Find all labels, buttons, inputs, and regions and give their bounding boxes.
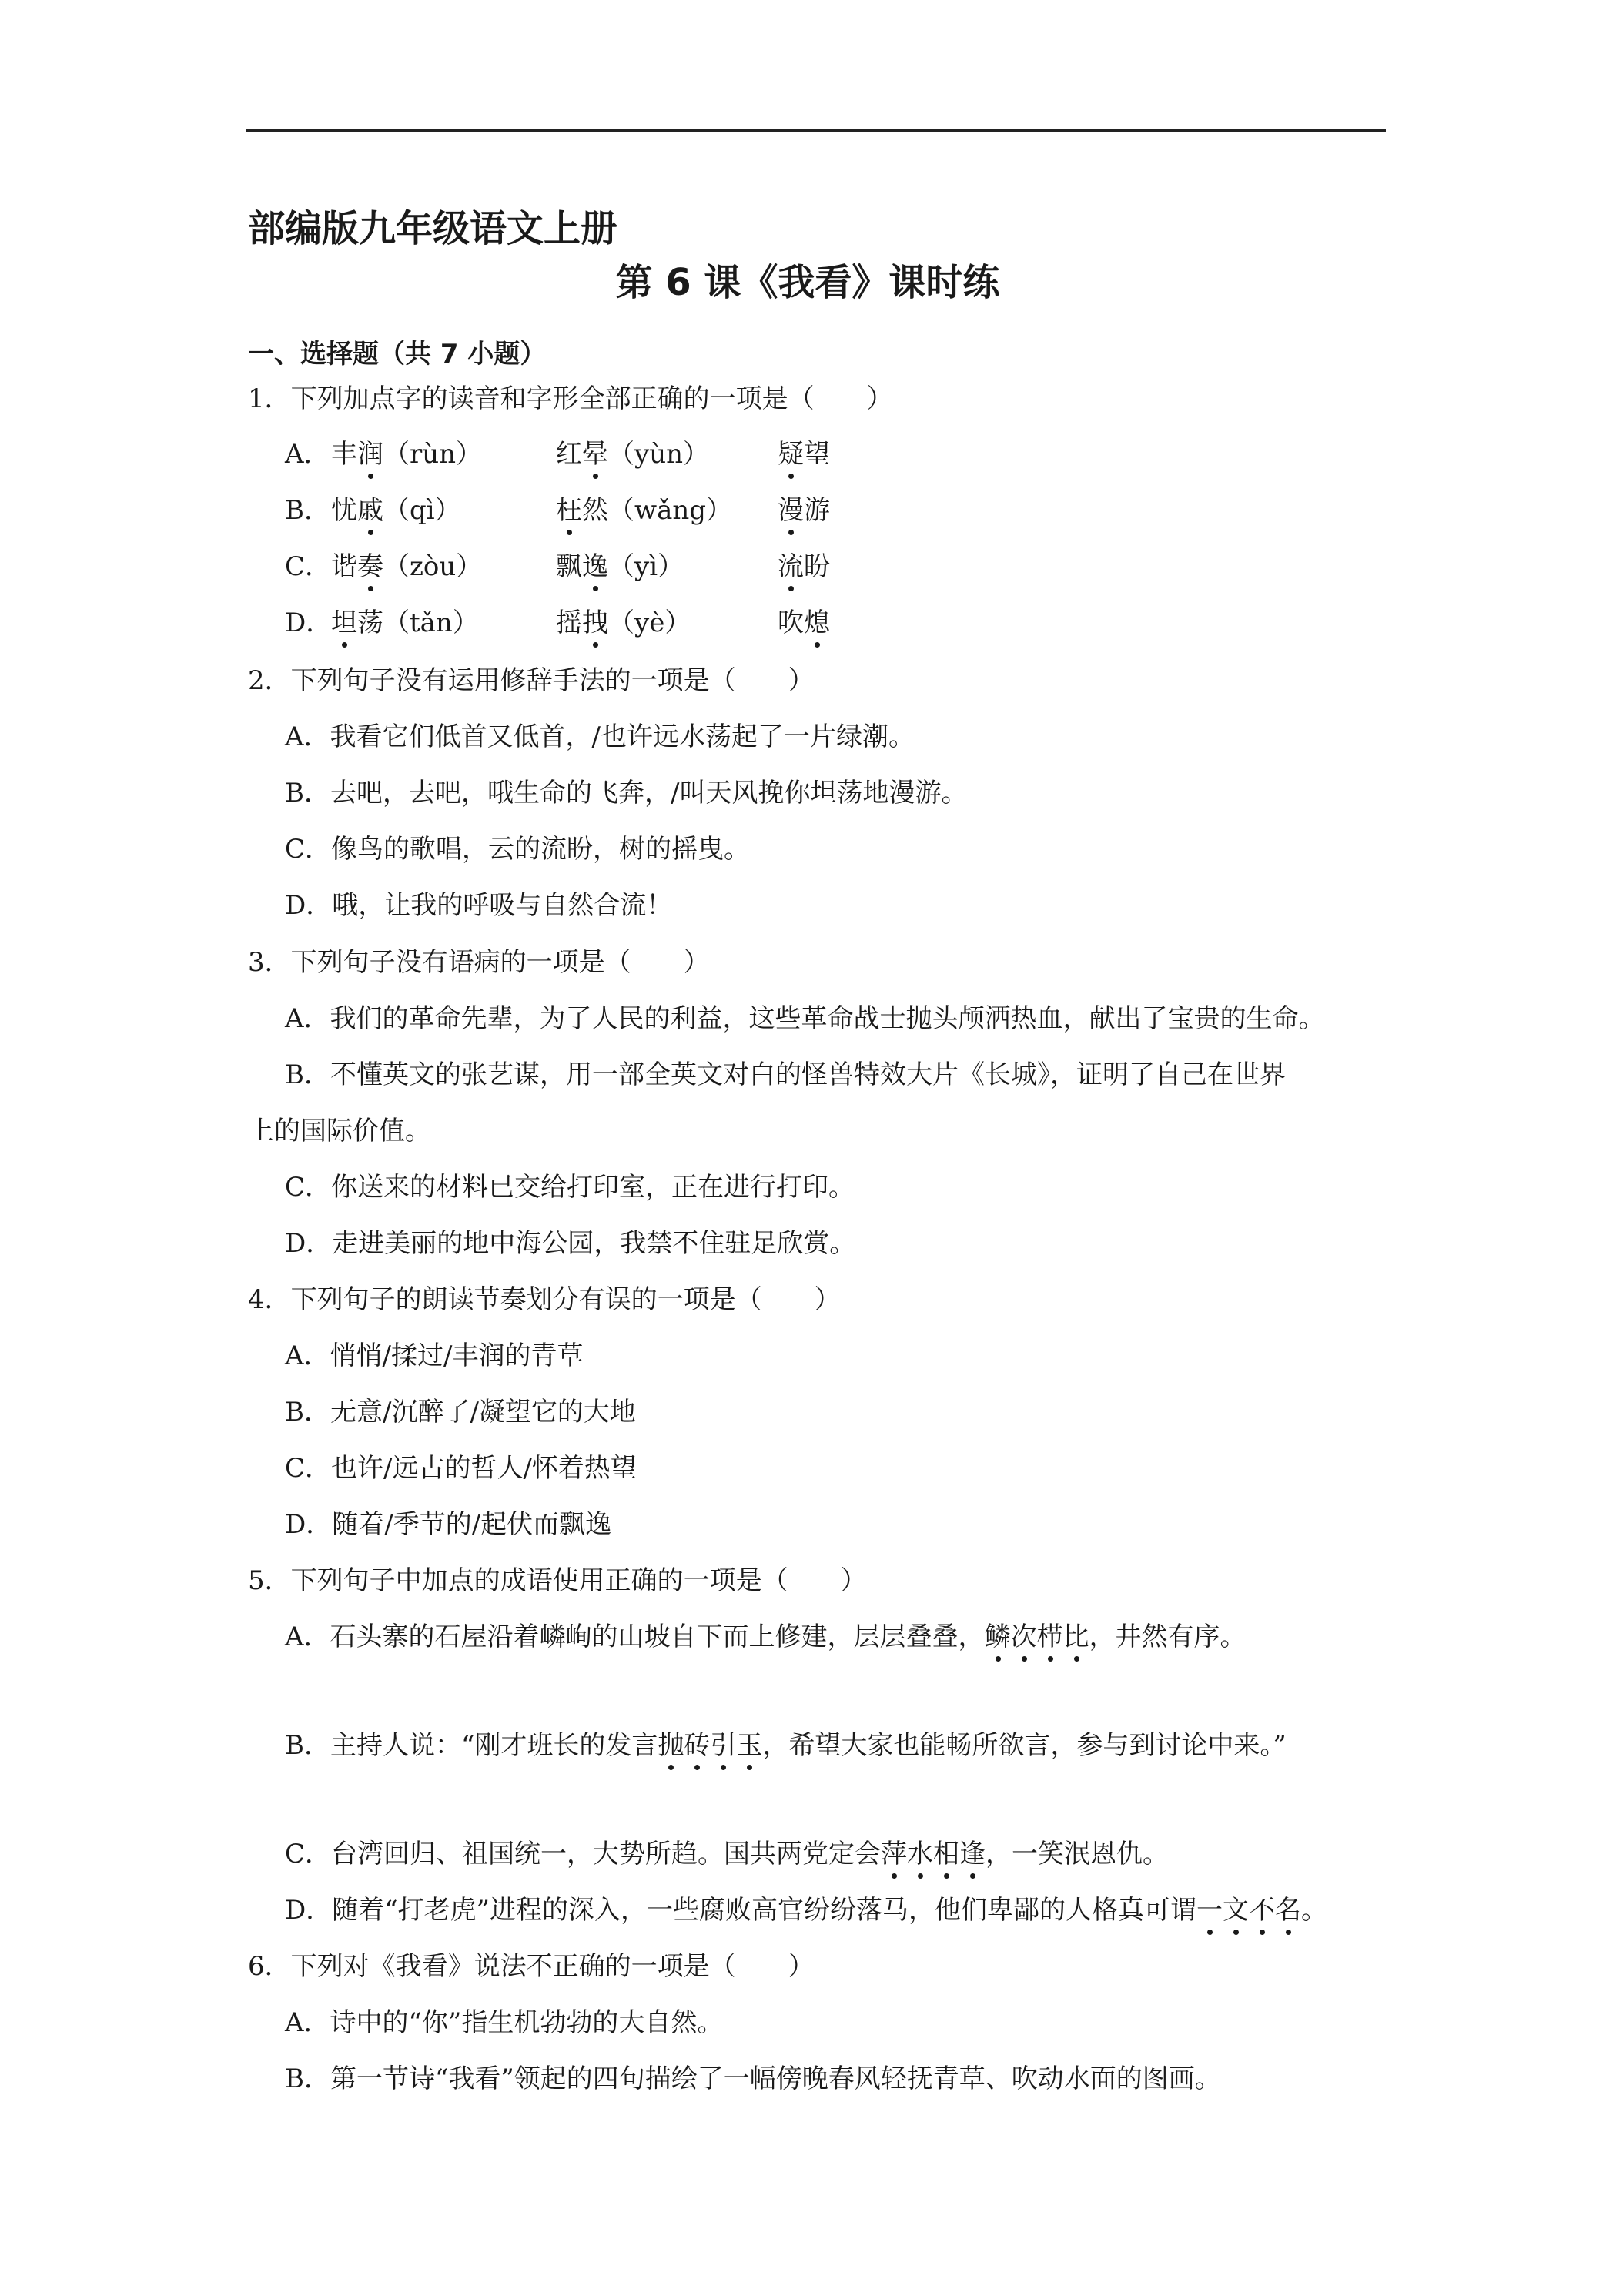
dotted-character: 引 (710, 1730, 737, 1761)
option: A．我们的革命先辈，为了人民的利益，这些革命战士抛头颅洒热血，献出了宝贵的生命。 (285, 1003, 1325, 1034)
option-item (331, 550, 482, 584)
option: C．你送来的材料已交给打印室，正在进行打印。 (285, 1172, 855, 1203)
option: D．随着/季节的/起伏而飘逸 (285, 1509, 612, 1540)
header-rule (246, 129, 1386, 132)
option-text: 飘 (556, 551, 582, 582)
option-text: 游 (804, 495, 830, 526)
dotted-character: 水 (907, 1839, 934, 1869)
option-text: 摇 (556, 607, 582, 638)
question-stem: 1．下列加点字的读音和字形全部正确的一项是（ ） (248, 383, 893, 414)
option-text: （qì） (383, 495, 461, 526)
dotted-character: 奏 (357, 551, 383, 582)
option-text: （zòu） (383, 551, 483, 582)
option-label: B． (285, 495, 330, 526)
dotted-character: 坦 (331, 607, 357, 638)
dotted-character: 逢 (959, 1839, 986, 1869)
doc-title: 部编版九年级语文上册 (248, 207, 618, 250)
option-text: （yì） (608, 551, 684, 582)
option-label: D． (285, 607, 333, 638)
option-text: （yè） (608, 607, 691, 638)
dotted-character: 流 (778, 551, 804, 582)
dotted-character: 润 (357, 439, 383, 470)
dotted-character: 名 (1275, 1895, 1302, 1926)
option-text: ，一笑泯恩仇。 (986, 1839, 1170, 1869)
option: C．也许/远古的哲人/怀着热望 (285, 1453, 637, 1484)
option: A．悄悄/揉过/丰润的青草 (285, 1340, 584, 1371)
dotted-character: 熄 (804, 607, 830, 638)
option-item (556, 494, 732, 527)
option-text: ，井然有序。 (1089, 1622, 1247, 1652)
dotted-idiom (881, 1839, 986, 1869)
dotted-character: 拽 (582, 607, 608, 638)
dotted-character: 不 (1249, 1895, 1276, 1926)
dotted-character: 萍 (881, 1839, 908, 1869)
option (285, 1837, 1169, 1871)
option-text: 望 (804, 439, 830, 470)
option: D．走进美丽的地中海公园，我禁不住驻足欣赏。 (285, 1228, 856, 1259)
option-item (556, 437, 709, 471)
option-text: B．主持人说：“刚才班长的发言 (285, 1730, 658, 1761)
dotted-idiom (658, 1730, 762, 1761)
option (285, 1729, 1287, 1762)
option: B．不懂英文的张艺谋，用一部全英文对白的怪兽特效大片《长城》，证明了自己在世界 (285, 1059, 1286, 1090)
dotted-idiom (1196, 1895, 1301, 1926)
option-continuation: 上的国际价值。 (248, 1116, 431, 1146)
option: B．去吧，去吧，哦生命的飞奔，/叫天风挽你坦荡地漫游。 (285, 778, 968, 808)
option: D．哦，让我的呼吸与自然合流！ (285, 890, 673, 921)
dotted-character: 文 (1223, 1895, 1250, 1926)
dotted-character: 晕 (582, 439, 608, 470)
option-item (778, 550, 830, 584)
option: B．无意/沉醉了/凝望它的大地 (285, 1397, 636, 1427)
option-item (331, 494, 461, 527)
question-stem: 5．下列句子中加点的成语使用正确的一项是（ ） (248, 1565, 867, 1596)
option-text: C．台湾回归、祖国统一，大势所趋。国共两党定会 (285, 1839, 882, 1869)
question-stem: 4．下列句子的朗读节奏划分有误的一项是（ ） (248, 1284, 841, 1315)
option-item (778, 437, 830, 471)
question-stem: 6．下列对《我看》说法不正确的一项是（ ） (248, 1951, 815, 1982)
option-text: 谐 (331, 551, 357, 582)
dotted-character: 比 (1062, 1622, 1089, 1652)
lesson-title: 第 6 课《我看》课时练 (615, 261, 1000, 304)
dotted-character: 一 (1196, 1895, 1223, 1926)
dotted-character: 栉 (1036, 1622, 1063, 1652)
option-text: ，希望大家也能畅所欲言，参与到讨论中来。” (762, 1730, 1287, 1761)
dotted-character: 逸 (582, 551, 608, 582)
dotted-character: 漫 (778, 495, 804, 526)
option-text: 。 (1301, 1895, 1328, 1926)
option: B．第一节诗“我看”领起的四句描绘了一幅傍晚春风轻抚青草、吹动水面的图画。 (285, 2063, 1221, 2094)
option-text: （yùn） (608, 439, 710, 470)
dotted-idiom (985, 1622, 1089, 1652)
option-text: 荡（tǎn） (357, 607, 479, 638)
dotted-character: 抛 (658, 1730, 684, 1761)
option: C．像鸟的歌唱，云的流盼，树的摇曳。 (285, 834, 751, 865)
option-item (778, 494, 830, 527)
option-item (778, 606, 830, 640)
dotted-character: 次 (1010, 1622, 1037, 1652)
option-label: C． (285, 551, 332, 582)
option-text: 忧 (331, 495, 357, 526)
option-text: 然（wǎng） (582, 495, 733, 526)
option-text: 吹 (778, 607, 804, 638)
question-stem: 2．下列句子没有运用修辞手法的一项是（ ） (248, 665, 815, 696)
dotted-character: 疑 (778, 439, 804, 470)
question-stem: 3．下列句子没有语病的一项是（ ） (248, 947, 710, 978)
dotted-character: 戚 (357, 495, 383, 526)
option-text: （rùn） (383, 439, 483, 470)
option-item (331, 606, 479, 640)
option-text: A．石头寨的石屋沿着嶙峋的山坡自下而上修建，层层叠叠， (285, 1622, 985, 1652)
option (285, 1620, 1247, 1654)
option-text: 红 (556, 439, 582, 470)
dotted-character: 枉 (556, 495, 582, 526)
option: A．诗中的“你”指生机勃勃的大自然。 (285, 2007, 724, 2038)
option-item (331, 437, 482, 471)
option (285, 1893, 1327, 1927)
option-text: D．随着“打老虎”进程的深入，一些腐败高官纷纷落马，他们卑鄙的人格真可谓 (285, 1895, 1197, 1926)
dotted-character: 相 (933, 1839, 960, 1869)
dotted-character: 玉 (736, 1730, 763, 1761)
dotted-character: 鳞 (984, 1622, 1011, 1652)
option-item (556, 606, 691, 640)
option-label: A． (285, 439, 330, 470)
option-text: 盼 (804, 551, 830, 582)
option-item (556, 550, 684, 584)
option-text: 丰 (331, 439, 357, 470)
option: A．我看它们低首又低首，/也许远水荡起了一片绿潮。 (285, 721, 915, 752)
dotted-character: 砖 (684, 1730, 711, 1761)
section-heading: 一、选择题（共 7 小题） (248, 339, 547, 370)
